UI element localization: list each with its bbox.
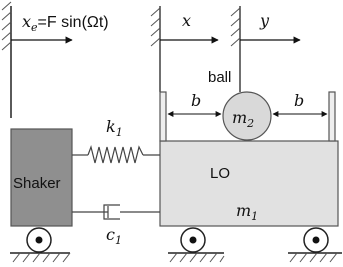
damper-label: $c_1$ bbox=[106, 225, 122, 247]
lo-displacement-label: x bbox=[182, 11, 192, 30]
lo-mass-label: $m_1$ bbox=[236, 201, 259, 223]
ball-label: ball bbox=[208, 69, 232, 86]
lo-right-wheel bbox=[304, 228, 328, 252]
spring bbox=[72, 147, 160, 163]
ball-mass-label: $m_2$ bbox=[232, 108, 255, 130]
lo-label: LO bbox=[210, 165, 231, 182]
gap-right-label: b bbox=[294, 91, 305, 110]
excitation-label: $x_e=F$ sin(Ωt) bbox=[22, 12, 109, 34]
ground-right bbox=[288, 253, 342, 262]
ground-middle bbox=[168, 253, 224, 262]
lo-reference-line bbox=[151, 6, 160, 92]
ground-left bbox=[10, 253, 70, 262]
lo-right-wall bbox=[329, 92, 335, 141]
ball-displacement-label: y bbox=[260, 11, 270, 30]
lo-left-wheel bbox=[181, 228, 205, 252]
left-wall bbox=[2, 2, 11, 118]
ball-reference-line bbox=[231, 6, 240, 92]
shaker-wheel bbox=[27, 228, 51, 252]
spring-label: $k_1$ bbox=[106, 117, 123, 139]
lo-left-wall bbox=[160, 92, 166, 141]
shaker-label: Shaker bbox=[13, 175, 61, 192]
damper bbox=[72, 205, 160, 219]
gap-left-label: b bbox=[191, 91, 202, 110]
